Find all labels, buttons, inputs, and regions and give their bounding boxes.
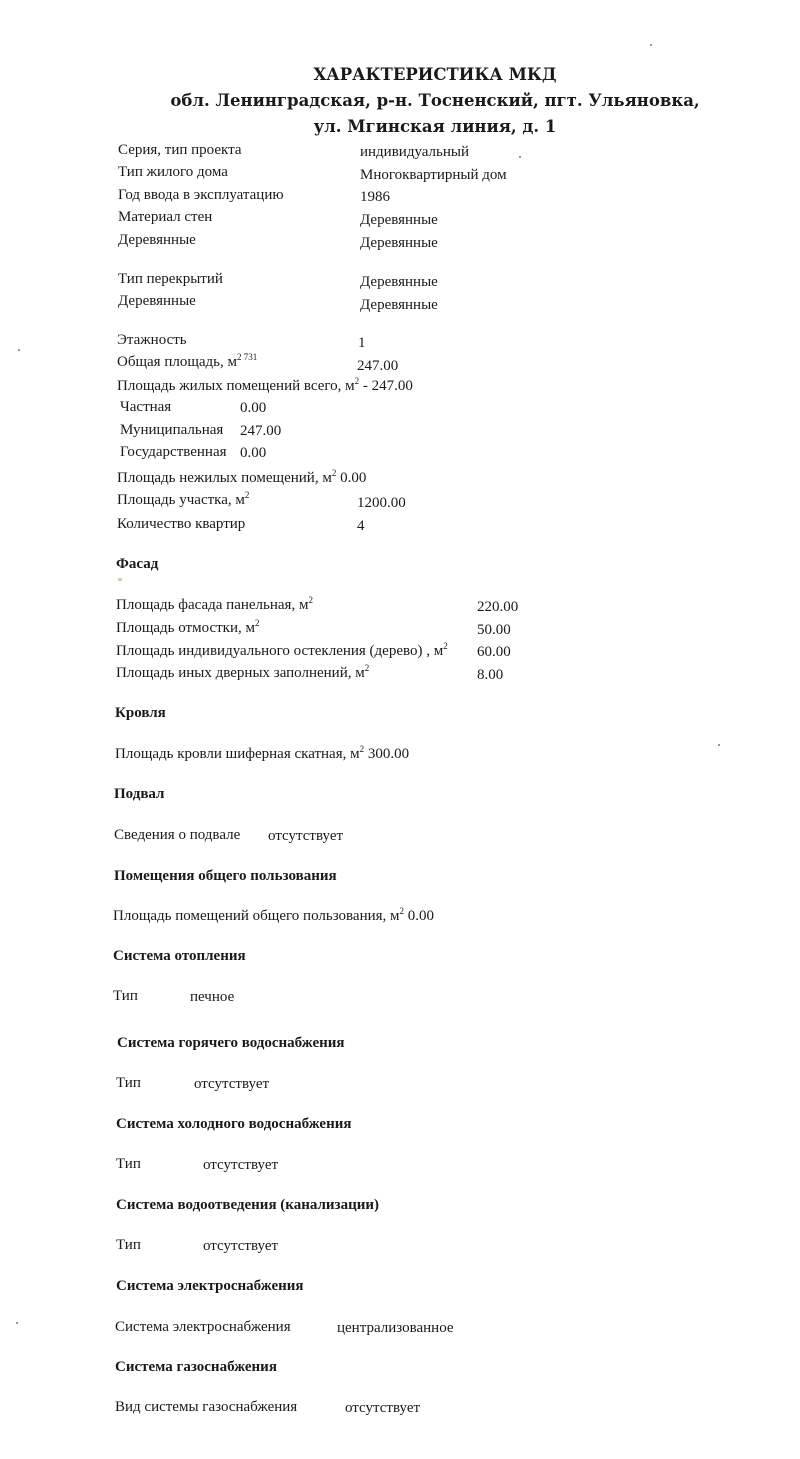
gas-value: отсутствует bbox=[345, 1400, 421, 1416]
gas-label: Вид системы газоснабжения bbox=[115, 1399, 298, 1415]
house-type-value: Многоквартирный дом bbox=[360, 167, 507, 183]
facade-panel-label: Площадь фасада панельная, $м^2$ bbox=[116, 595, 313, 613]
document-title: ХАРАКТЕРИСТИКА МКД bbox=[313, 65, 557, 84]
hot-water-type-label: Тип bbox=[116, 1075, 141, 1091]
basement-value: отсутствует bbox=[268, 828, 344, 844]
electricity-value: централизованное bbox=[337, 1320, 454, 1336]
house-type-label: Тип жилого дома bbox=[118, 164, 228, 180]
glazing-label: Площадь индивидуального остекления (дерево) , $м^2$ bbox=[116, 641, 448, 659]
common-premises-heading: Помещения общего пользования bbox=[114, 868, 337, 884]
scan-speck bbox=[16, 1322, 18, 1324]
cold-water-heading: Система холодного водоснабжения bbox=[116, 1116, 352, 1132]
sewage-heading: Система водоотведения (канализации) bbox=[116, 1197, 379, 1213]
blind-area-label: Площадь отмостки, $м^2$ bbox=[116, 618, 260, 636]
sewage-type-label: Тип bbox=[116, 1237, 141, 1253]
floor-type-extra-label: Деревянные bbox=[118, 293, 196, 309]
address-line-1: обл. Ленинградская, р-н. Тосненский, пгт. Ульяновка, bbox=[170, 91, 700, 110]
floors-value: 1 bbox=[358, 335, 366, 351]
electricity-heading: Система электроснабжения bbox=[116, 1278, 304, 1294]
series-label: Серия, тип проекта bbox=[118, 142, 242, 158]
floors-label: Этажность bbox=[117, 332, 187, 348]
hot-water-type-value: отсутствует bbox=[194, 1076, 270, 1092]
cold-water-type-value: отсутствует bbox=[203, 1157, 279, 1173]
scan-speck bbox=[718, 744, 720, 746]
glazing-value: 60.00 bbox=[477, 644, 511, 660]
facade-panel-value: 220.00 bbox=[477, 599, 519, 615]
electricity-label: Система электроснабжения bbox=[115, 1319, 291, 1335]
state-label: Государственная bbox=[120, 444, 227, 460]
apartments-value: 4 bbox=[357, 518, 365, 534]
plot-area-value: 1200.00 bbox=[357, 495, 406, 511]
doors-label: Площадь иных дверных заполнений, $м^2$ bbox=[116, 663, 370, 681]
scan-speck bbox=[650, 44, 652, 46]
scan-speck bbox=[118, 578, 122, 581]
facade-heading: Фасад bbox=[116, 556, 159, 572]
wall-material-label: Материал стен bbox=[118, 209, 213, 225]
scan-speck bbox=[519, 156, 521, 158]
total-area-label: Общая площадь, $м^{2 731}$ bbox=[117, 352, 258, 370]
nonliving-area-row: Площадь нежилых помещений, $м^2$ 0.00 bbox=[117, 468, 367, 486]
floor-type-label: Тип перекрытий bbox=[118, 271, 223, 287]
floor-type-extra-value: Деревянные bbox=[360, 297, 438, 313]
common-area-row: Площадь помещений общего пользования, $м^2$ 0.00 bbox=[113, 906, 435, 924]
gas-heading: Система газоснабжения bbox=[115, 1359, 277, 1375]
plot-area-label: Площадь участка, $м^2$ bbox=[117, 490, 250, 508]
private-label: Частная bbox=[120, 399, 172, 415]
living-area-row: Площадь жилых помещений всего, $м^2 - 247.00$ bbox=[117, 376, 413, 394]
floor-type-value: Деревянные bbox=[360, 274, 438, 290]
roof-heading: Кровля bbox=[115, 705, 166, 721]
roof-area-row: Площадь кровли шиферная скатная, $м^2$ 300.00 bbox=[115, 744, 410, 762]
scan-speck bbox=[18, 349, 20, 351]
wall-material-extra-label: Деревянные bbox=[118, 232, 196, 248]
address-line-2: ул. Мгинская линия, д. 1 bbox=[313, 117, 557, 136]
basement-label: Сведения о подвале bbox=[114, 827, 241, 843]
apartments-label: Количество квартир bbox=[117, 516, 246, 532]
municipal-label: Муниципальная bbox=[120, 422, 224, 438]
year-label: Год ввода в эксплуатацию bbox=[118, 187, 284, 203]
doors-value: 8.00 bbox=[477, 667, 504, 683]
wall-material-extra-value: Деревянные bbox=[360, 235, 438, 251]
heating-type-value: печное bbox=[190, 989, 235, 1005]
basement-heading: Подвал bbox=[114, 786, 165, 802]
heating-type-label: Тип bbox=[113, 988, 138, 1004]
cold-water-type-label: Тип bbox=[116, 1156, 141, 1172]
hot-water-heading: Система горячего водоснабжения bbox=[117, 1035, 345, 1051]
year-value: 1986 bbox=[360, 189, 390, 205]
series-value: индивидуальный bbox=[360, 144, 470, 160]
wall-material-value: Деревянные bbox=[360, 212, 438, 228]
private-value: 0.00 bbox=[240, 400, 267, 416]
sewage-type-value: отсутствует bbox=[203, 1238, 279, 1254]
state-value: 0.00 bbox=[240, 445, 267, 461]
total-area-value: 247.00 bbox=[357, 358, 399, 374]
municipal-value: 247.00 bbox=[240, 423, 282, 439]
heating-heading: Система отопления bbox=[113, 948, 246, 964]
blind-area-value: 50.00 bbox=[477, 622, 511, 638]
